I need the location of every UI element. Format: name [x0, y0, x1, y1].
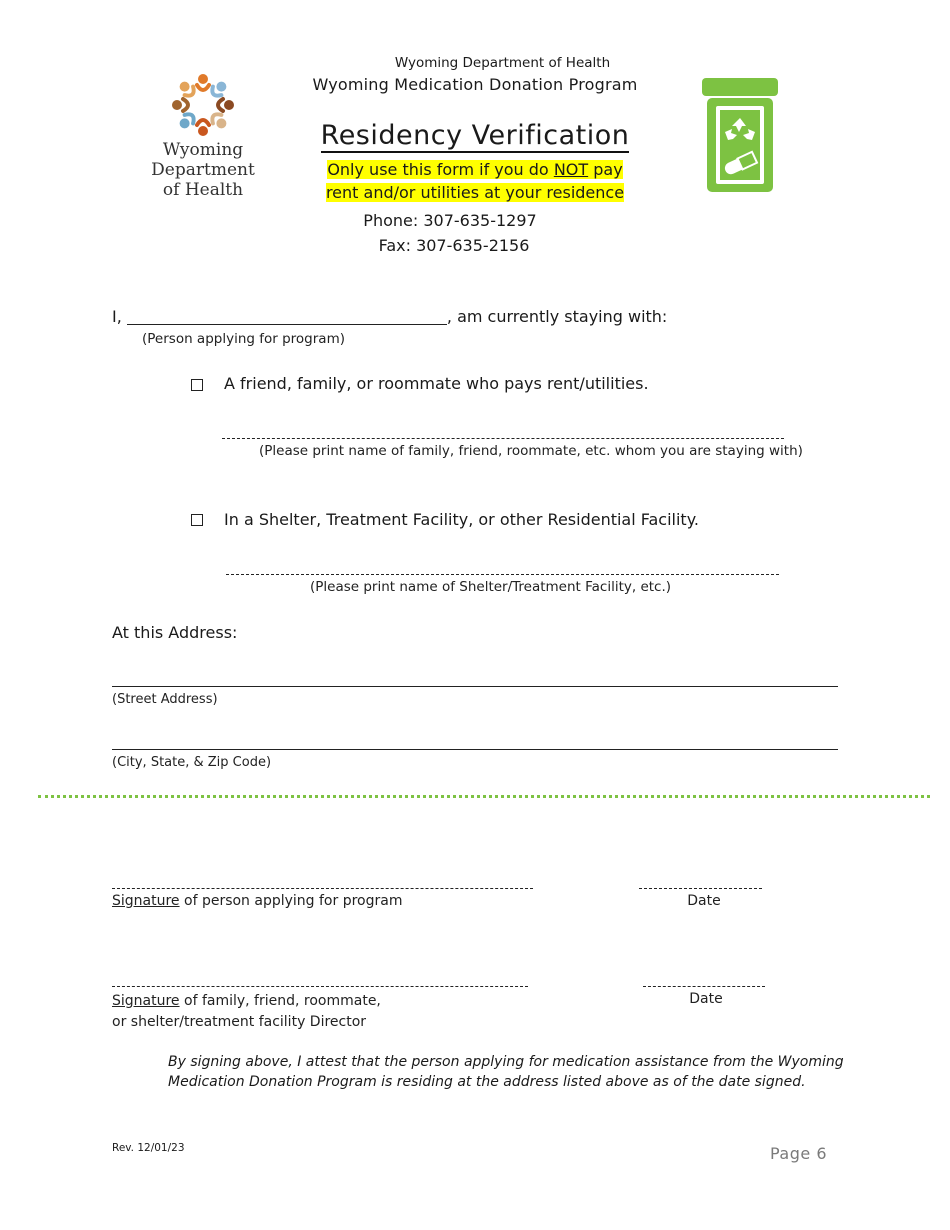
applicant-lead: I, — [112, 307, 122, 326]
medication-bottle-recycle-icon — [702, 78, 778, 194]
people-wreath-icon — [168, 70, 238, 140]
signature-word: Signature — [112, 893, 180, 909]
attestation-line2: Medication Donation Program is residing at the address listed above as of the date signed. — [168, 1074, 806, 1090]
friend-checkbox[interactable] — [191, 379, 203, 391]
revision-date: Rev. 12/01/23 — [112, 1142, 185, 1154]
applicant-signature-caption — [112, 893, 402, 909]
wdh-logo — [150, 68, 256, 203]
fax: Fax: 307-635-2156 — [378, 236, 530, 255]
address-heading: At this Address: — [112, 623, 238, 642]
family-signature-field[interactable] — [112, 972, 528, 987]
section-divider — [38, 795, 930, 798]
family-signature-caption — [112, 991, 381, 1033]
family-signature-line2: or shelter/treatment facility Director — [112, 1014, 367, 1030]
city-caption: (City, State, & Zip Code) — [112, 755, 272, 770]
attestation — [168, 1052, 848, 1092]
program-name: Wyoming Medication Donation Program — [312, 75, 638, 94]
logo-text-line3: of Health — [162, 180, 244, 200]
shelter-name-field[interactable] — [226, 560, 779, 575]
family-date-field[interactable] — [643, 972, 765, 987]
applicant-signature-rest: of person applying for program — [179, 893, 403, 909]
applicant-caption: (Person applying for program) — [142, 331, 345, 347]
dept-name: Wyoming Department of Health — [394, 55, 611, 71]
city-state-zip-field[interactable] — [112, 735, 838, 750]
notice-pre: Only use this form if you do — [327, 160, 554, 179]
family-date-label: Date — [689, 991, 723, 1007]
applicant-row — [112, 307, 667, 326]
family-signature-rest: of family, friend, roommate, — [179, 993, 381, 1009]
attestation-line1: By signing above, I attest that the person applying for medication assistance from the Wyoming — [168, 1054, 844, 1070]
notice-post: pay — [588, 160, 623, 179]
logo-text-line2: Department — [151, 160, 255, 180]
shelter-checkbox[interactable] — [191, 514, 203, 526]
applicant-date-field[interactable] — [639, 874, 762, 889]
friend-option-label: A friend, family, or roommate who pays rent/utilities. — [224, 374, 649, 393]
shelter-caption: (Please print name of Shelter/Treatment Facility, etc.) — [310, 579, 672, 595]
applicant-signature-field[interactable] — [112, 874, 533, 889]
signature-word-2: Signature — [112, 993, 180, 1009]
notice-emphasis: NOT — [553, 160, 589, 179]
applicant-tail: , am currently staying with: — [446, 307, 668, 326]
street-caption: (Street Address) — [112, 692, 218, 707]
notice-line2: rent and/or utilities at your residence — [325, 183, 625, 202]
notice — [300, 158, 650, 204]
applicant-name-field[interactable] — [127, 310, 447, 325]
logo-text-line1: Wyoming — [162, 140, 244, 160]
phone: Phone: 307-635-1297 — [363, 211, 537, 230]
page-title: Residency Verification — [320, 120, 630, 151]
shelter-option-label: In a Shelter, Treatment Facility, or other Residential Facility. — [224, 510, 699, 529]
street-address-field[interactable] — [112, 672, 838, 687]
friend-caption: (Please print name of family, friend, roommate, etc. whom you are staying with) — [259, 443, 803, 459]
applicant-date-label: Date — [687, 893, 721, 909]
friend-name-field[interactable] — [222, 424, 784, 439]
page-number: Page 6 — [770, 1144, 827, 1163]
